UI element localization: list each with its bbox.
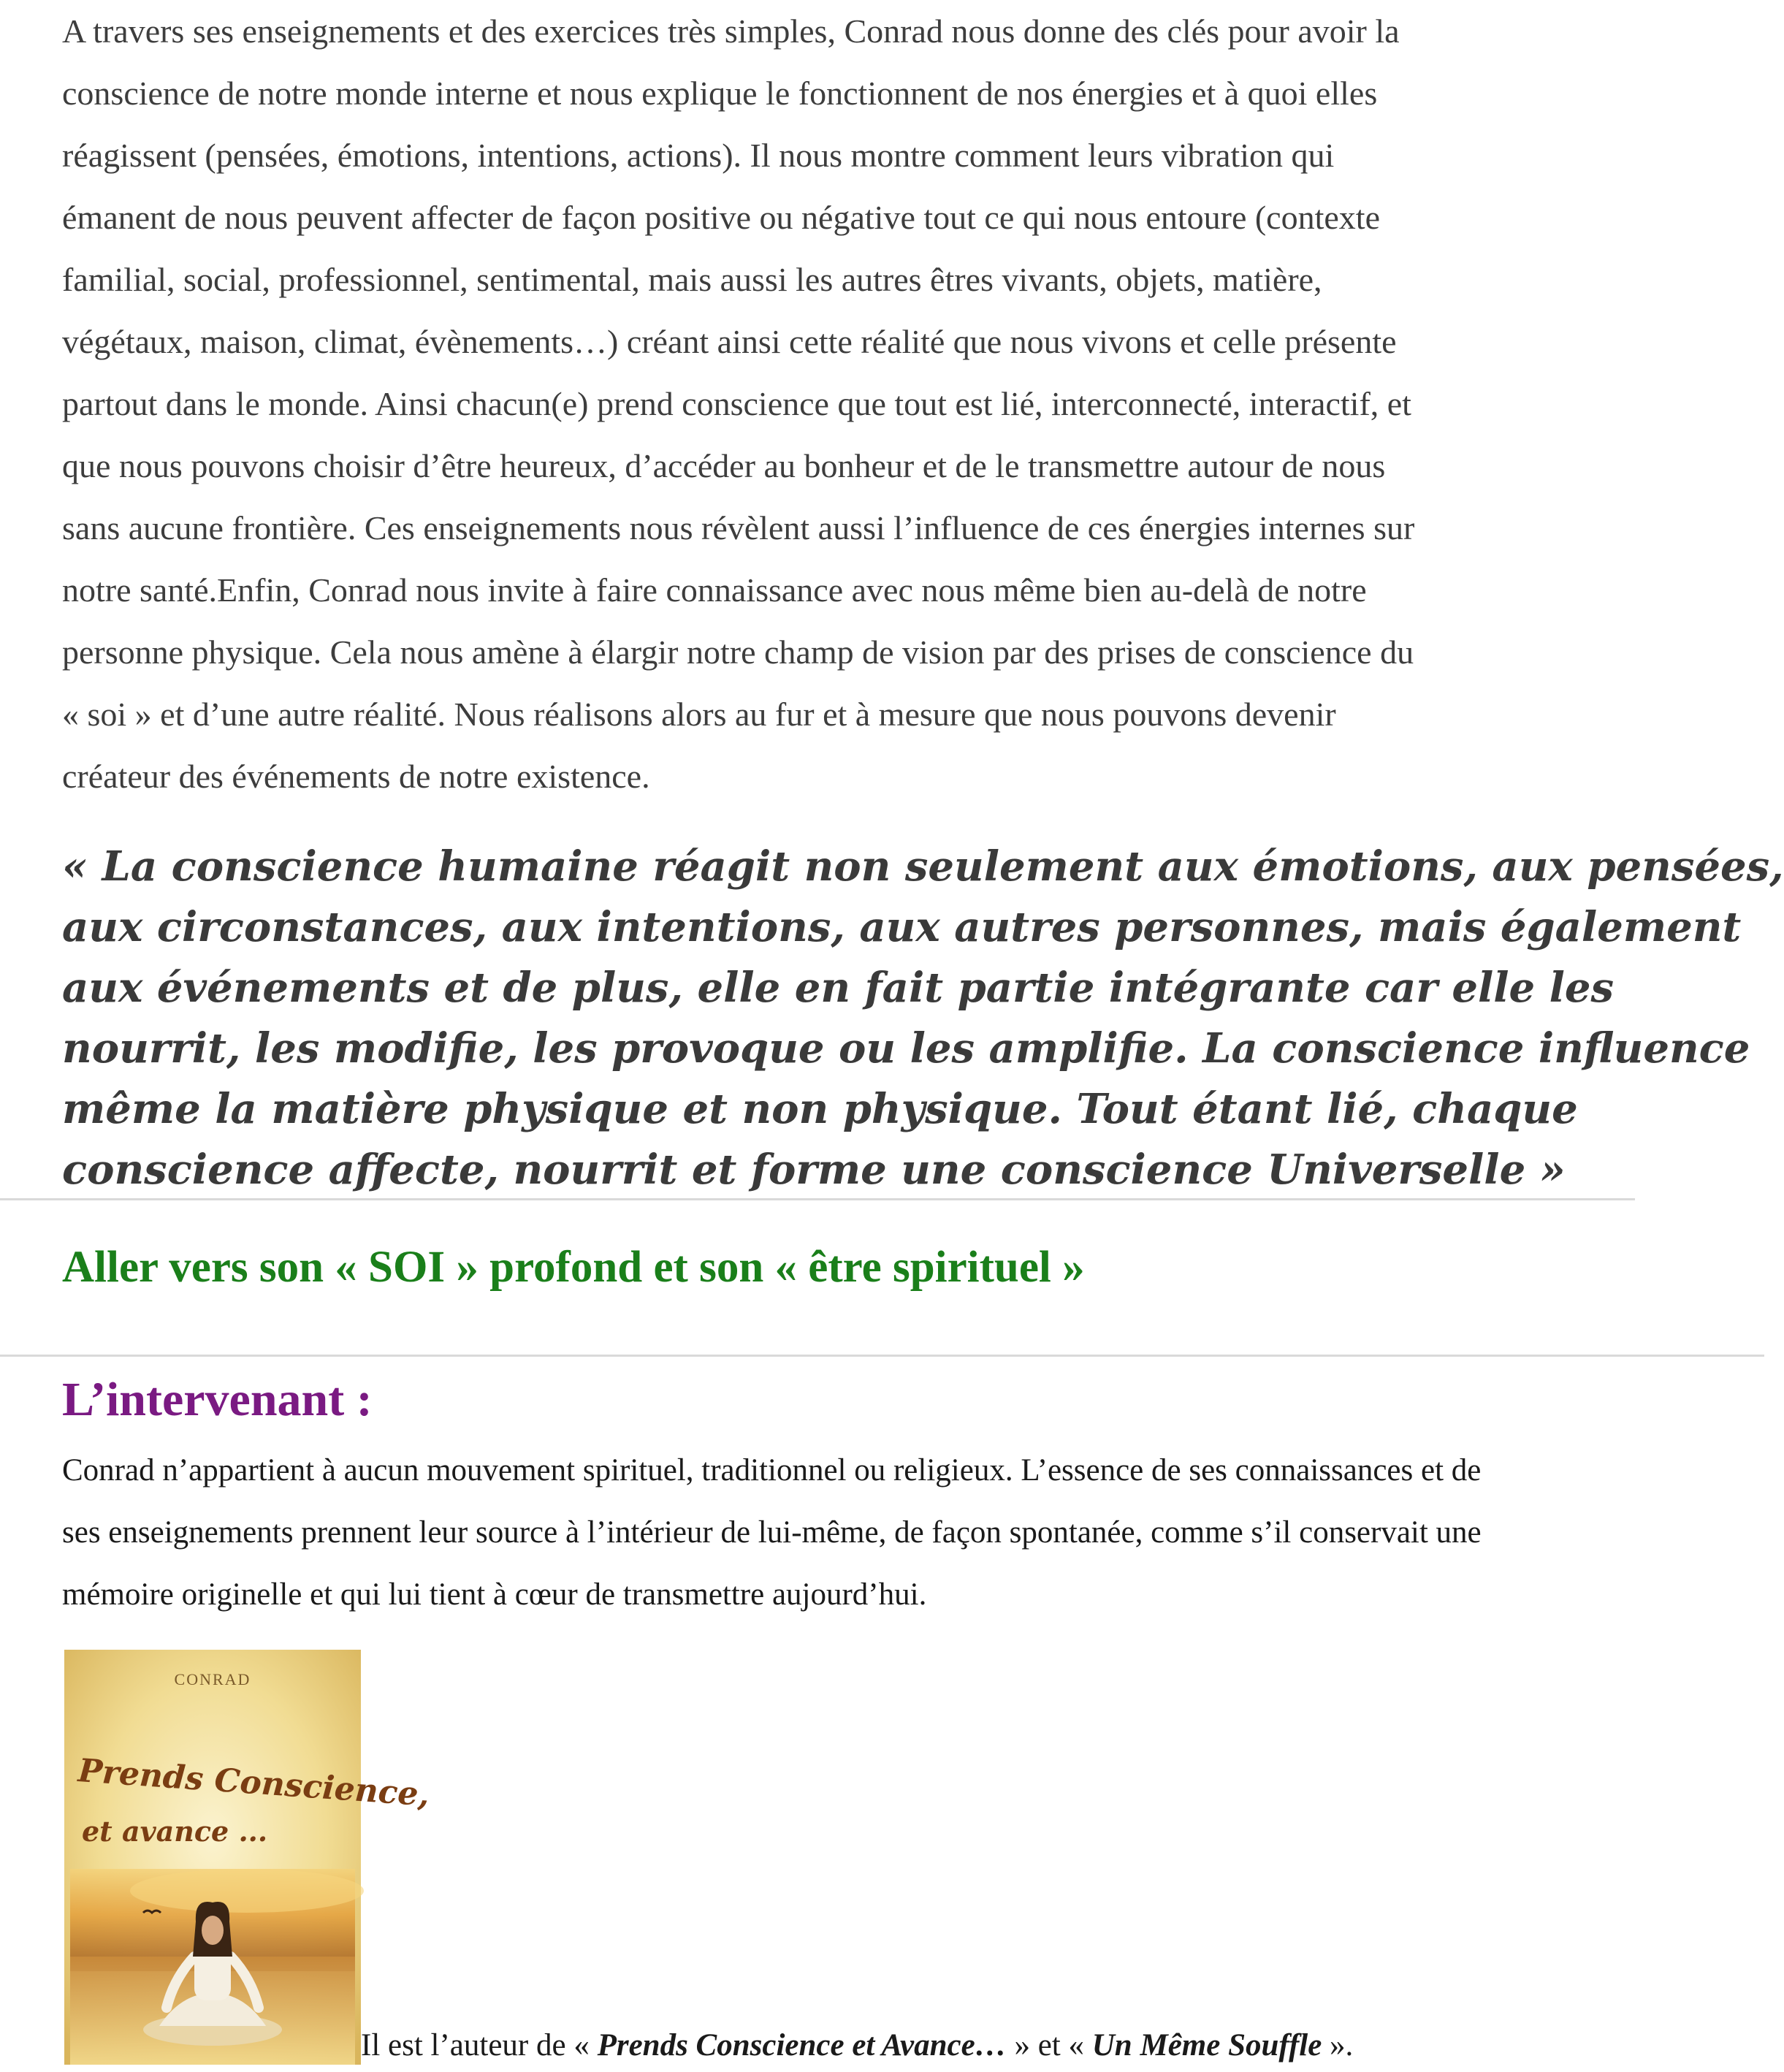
intro-paragraph <box>62 0 1655 807</box>
book-cover-image <box>64 1650 431 2065</box>
speaker-heading: L’intervenant : <box>62 1373 373 1426</box>
intro-line: émanent de nous peuvent affecter de façon positive ou négative tout ce qui nous entoure (contexte <box>62 199 1380 236</box>
author-line-suffix: ». <box>1322 2028 1354 2063</box>
bio-line: ses enseignements prennent leur source à l’intérieur de lui-même, de façon spontanée, comme s’il conservait une <box>62 1515 1482 1550</box>
divider <box>0 1198 1635 1200</box>
quote-line: aux événements et de plus, elle en fait partie intégrante car elle les <box>62 964 1615 1012</box>
intro-line: végétaux, maison, climat, évènements…) créant ainsi cette réalité que nous vivons et celle présente <box>62 323 1397 360</box>
bio-line: Conrad n’appartient à aucun mouvement spirituel, traditionnel ou religieux. L’essence de ses connaissances et de <box>62 1453 1482 1488</box>
intro-line: partout dans le monde. Ainsi chacun(e) prend conscience que tout est lié, interconnecté, interactif, et <box>62 385 1411 422</box>
book-author-text: CONRAD <box>174 1670 251 1688</box>
speaker-bio <box>62 1439 1669 1626</box>
book-title-line2: et avance ... <box>82 1815 268 1848</box>
quote-line: aux circonstances, aux intentions, aux autres personnes, mais également <box>62 903 1742 951</box>
intro-line: familial, social, professionnel, sentimental, mais aussi les autres êtres vivants, objets, matière, <box>62 261 1322 298</box>
author-line <box>361 2024 1353 2068</box>
intro-line: sans aucune frontière. Ces enseignements nous révèlent aussi l’influence de ces énergies internes sur <box>62 509 1415 546</box>
quote-line: même la matière physique et non physique. Tout étant lié, chaque <box>62 1085 1578 1133</box>
intro-line: réagissent (pensées, émotions, intentions, actions). Il nous montre comment leurs vibration qui <box>62 137 1335 174</box>
author-line-middle: » et « <box>1006 2028 1092 2063</box>
quote-line: « La conscience humaine réagit non seulement aux émotions, aux pensées, <box>62 842 1784 891</box>
intro-line: créateur des événements de notre existence. <box>62 758 650 795</box>
section-heading-soi: Aller vers son « SOI » profond et son « être spirituel » <box>62 1243 1085 1292</box>
intro-line: personne physique. Cela nous amène à élargir notre champ de vision par des prises de conscience du <box>62 633 1414 671</box>
divider <box>0 1355 1764 1357</box>
intro-line: A travers ses enseignements et des exercices très simples, Conrad nous donne des clés pour avoir la <box>62 12 1400 50</box>
intro-line: « soi » et d’une autre réalité. Nous réalisons alors au fur et à mesure que nous pouvons devenir <box>62 696 1336 733</box>
intro-line: conscience de notre monde interne et nous explique le fonctionnent de nos énergies et à quoi elles <box>62 75 1378 112</box>
quote-line: nourrit, les modifie, les provoque ou les amplifie. La conscience influence <box>62 1024 1750 1073</box>
intro-line: notre santé.Enfin, Conrad nous invite à faire connaissance avec nous même bien au-delà de notre <box>62 571 1367 609</box>
quote-line: conscience affecte, nourrit et forme une conscience Universelle » <box>62 1146 1566 1194</box>
quote-block <box>62 837 1784 1200</box>
author-line-prefix: Il est l’auteur de « <box>361 2028 598 2063</box>
intro-line: que nous pouvons choisir d’être heureux, d’accéder au bonheur et de le transmettre autour de nous <box>62 447 1386 484</box>
book-title-1: Prends Conscience et Avance… <box>597 2028 1007 2063</box>
bio-line: mémoire originelle et qui lui tient à cœur de transmettre aujourd’hui. <box>62 1577 927 1612</box>
book-title-line1: Prends Conscience, <box>77 1752 431 1814</box>
book-title-2: Un Même Souffle <box>1091 2028 1322 2063</box>
